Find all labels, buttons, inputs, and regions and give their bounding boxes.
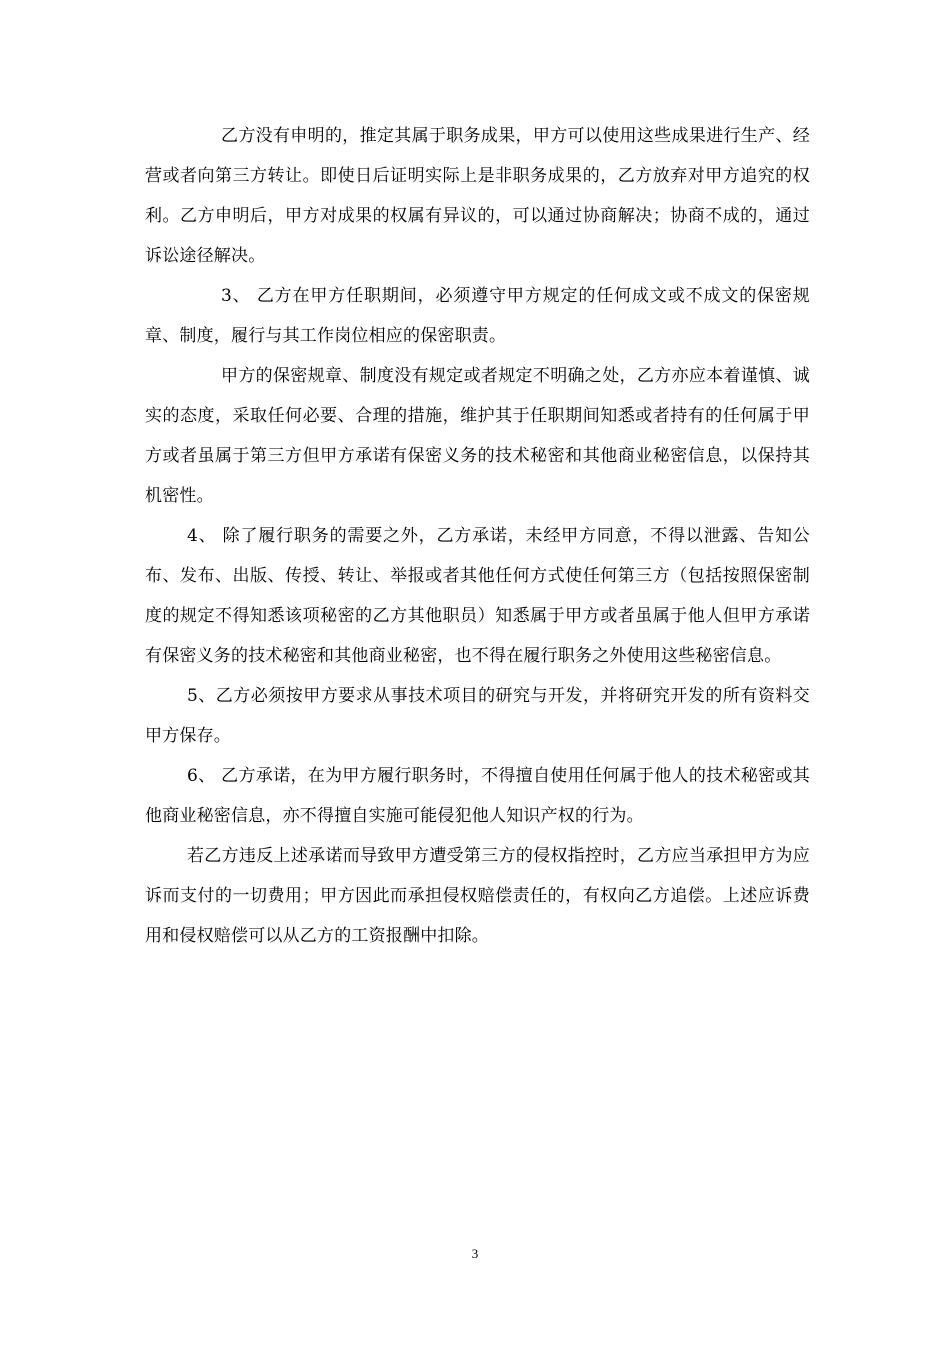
page-number: 3 bbox=[471, 1246, 479, 1261]
paragraph-clause-4: 4、 除了履行职务的需要之外，乙方承诺，未经甲方同意，不得以泄露、告知公布、发布、出版、传授、转让、举报或者其他任何方式使任何第三方（包括按照保密制度的规定不得知悉该项秘密的乙方其他职员）知悉属于甲方或者虽属于他人但甲方承诺有保密义务的技术秘密和其他商业秘密，也不得在履行职务之外使用这些秘密信息。 bbox=[145, 526, 810, 666]
paragraph-undeclared-results: 乙方没有申明的，推定其属于职务成果，甲方可以使用这些成果进行生产、经营或者向第三方转让。即使日后证明实际上是非职务成果的，乙方放弃对甲方追究的权利。乙方申明后，甲方对成果的权属有异议的，可以通过协商解决；协商不成的，通过诉讼途径解决。 bbox=[145, 126, 810, 266]
paragraph-infringement-liability: 若乙方违反上述承诺而导致甲方遭受第三方的侵权指控时，乙方应当承担甲方为应诉而支付的一切费用；甲方因此而承担侵权赔偿责任的，有权向乙方追偿。上述应诉费用和侵权赔偿可以从乙方的工资报酬中扣除。 bbox=[145, 846, 810, 946]
document-body bbox=[145, 116, 810, 956]
paragraph-confidentiality-measures: 甲方的保密规章、制度没有规定或者规定不明确之处，乙方亦应本着谨慎、诚实的态度，采取任何必要、合理的措施，维护其于任职期间知悉或者持有的任何属于甲方或者虽属于第三方但甲方承诺有保密义务的技术秘密和其他商业秘密信息，以保持其机密性。 bbox=[145, 366, 810, 506]
paragraph-clause-3: 3、 乙方在甲方任职期间，必须遵守甲方规定的任何成文或不成文的保密规章、制度，履行与其工作岗位相应的保密职责。 bbox=[145, 286, 810, 346]
paragraph-clause-6: 6、 乙方承诺，在为甲方履行职务时，不得擅自使用任何属于他人的技术秘密或其他商业秘密信息，亦不得擅自实施可能侵犯他人知识产权的行为。 bbox=[145, 766, 810, 826]
paragraph-clause-5: 5、乙方必须按甲方要求从事技术项目的研究与开发，并将研究开发的所有资料交甲方保存。 bbox=[145, 686, 810, 746]
